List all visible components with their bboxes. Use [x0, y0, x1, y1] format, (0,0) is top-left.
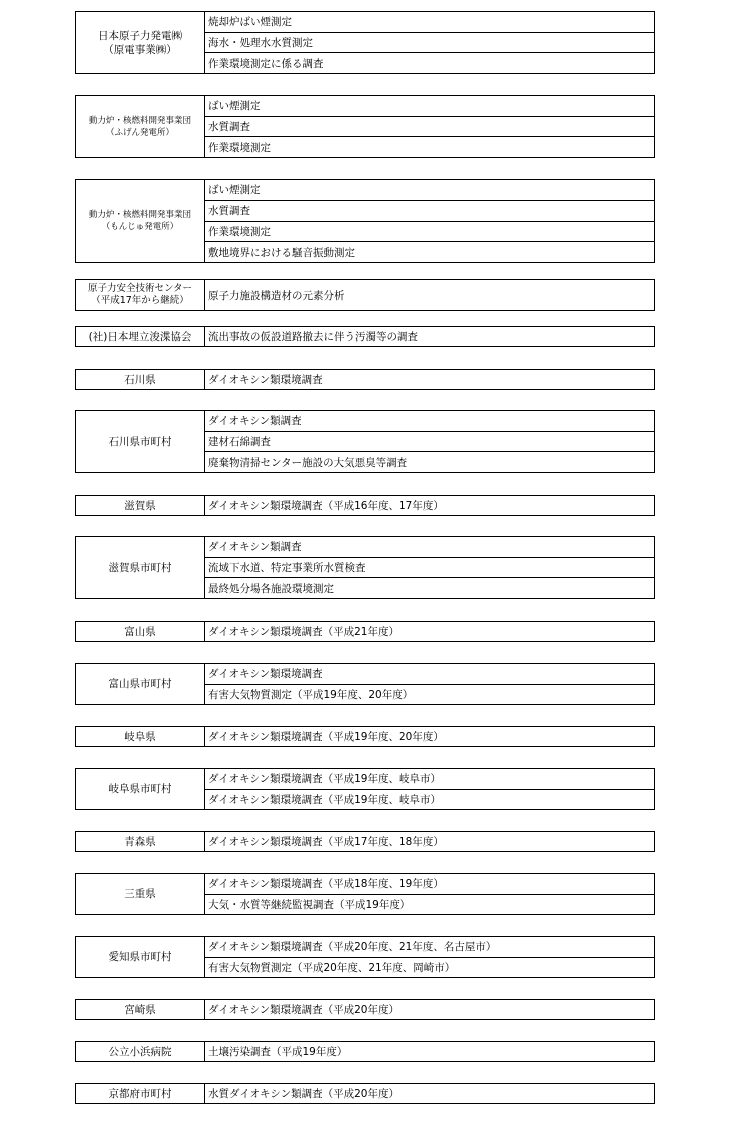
- organization-cell: [76, 537, 205, 598]
- survey-item: 流出事故の仮設道路撤去に伴う汚濁等の調査: [208, 331, 418, 343]
- survey-item: 作業環境測定: [208, 141, 271, 154]
- organization-name-line: 愛知県市町村: [108, 951, 172, 963]
- organization-cell: [76, 769, 205, 809]
- entry-block: [75, 873, 655, 915]
- organization-name-line: 原子力安全技術センター: [87, 283, 193, 294]
- survey-items: [205, 537, 654, 598]
- entry-block: [75, 999, 655, 1020]
- survey-item: ダイオキシン類環境調査（平成21年度）: [208, 626, 399, 638]
- organization-name-line: (社)日本埋立浚渫協会: [88, 330, 192, 343]
- organization-name-line: 石川県: [124, 373, 156, 386]
- organization-cell: [76, 622, 205, 641]
- entry-block: [75, 936, 655, 978]
- survey-items: [205, 1000, 654, 1019]
- survey-item: 土壌汚染調査（平成19年度）: [208, 1046, 348, 1058]
- survey-item: 有害大気物質測定（平成19年度、20年度）: [208, 688, 414, 701]
- organization-cell: [76, 664, 205, 704]
- survey-item: 敷地境界における騒音振動測定: [208, 246, 355, 259]
- survey-items: [205, 96, 654, 157]
- survey-item: ばい煙測定: [205, 180, 654, 201]
- survey-item: ダイオキシン類環境調査（平成17年度、18年度）: [208, 836, 444, 848]
- organization-cell: [76, 12, 205, 73]
- organization-name-line: 三重県: [124, 888, 156, 900]
- organization-cell: [76, 327, 205, 346]
- survey-item: ダイオキシン類環境調査（平成20年度）: [208, 1004, 399, 1016]
- survey-item: 作業環境測定: [205, 222, 654, 243]
- organization-name-line: 京都府市町村: [108, 1087, 172, 1100]
- survey-item: ばい煙測定: [205, 96, 654, 117]
- entry-block: [75, 95, 655, 158]
- organization-name-line: 動力炉・核燃料開発事業団: [88, 210, 191, 220]
- organization-cell: [76, 1084, 205, 1103]
- survey-item: 水質調査: [205, 117, 654, 138]
- survey-item: 作業環境測定に係る調査: [208, 57, 324, 70]
- organization-name-line: 動力炉・核燃料開発事業団: [88, 115, 191, 126]
- organization-cell: [76, 496, 205, 515]
- survey-item: ダイオキシン類環境調査: [205, 664, 654, 685]
- survey-item: 水質調査: [205, 201, 654, 222]
- survey-items: [205, 370, 654, 389]
- survey-item: 海水・処理水水質測定: [205, 33, 654, 54]
- entry-block: [75, 11, 655, 74]
- survey-items: [205, 769, 654, 809]
- survey-items: [205, 622, 654, 641]
- survey-item: 水質ダイオキシン類調査（平成20年度）: [208, 1088, 399, 1100]
- survey-item: 焼却炉ばい煙測定: [205, 12, 654, 33]
- organization-name-line: 宮崎県: [124, 1003, 156, 1016]
- organization-cell: [76, 280, 205, 310]
- survey-items: [205, 327, 654, 346]
- organization-name-line: （もんじゅ発電所）: [101, 222, 179, 232]
- entry-block: [75, 726, 655, 747]
- organization-name-line: 岐阜県: [124, 730, 156, 743]
- entry-block: [75, 279, 655, 311]
- survey-item: 最終処分場各施設環境測定: [208, 582, 334, 595]
- organization-cell: [76, 1000, 205, 1019]
- entry-block: [75, 1083, 655, 1104]
- survey-item: ダイオキシン類調査: [205, 537, 654, 558]
- survey-item: 有害大気物質測定（平成20年度、21年度、岡崎市）: [208, 961, 456, 974]
- survey-items: [205, 1042, 654, 1061]
- organization-cell: [76, 727, 205, 746]
- organization-name-line: 滋賀県市町村: [108, 561, 172, 574]
- survey-item: ダイオキシン類環境調査（平成16年度、17年度）: [208, 500, 444, 512]
- entry-block: [75, 1041, 655, 1062]
- entry-block: [75, 495, 655, 516]
- entry-block: [75, 410, 655, 473]
- survey-item: ダイオキシン類環境調査（平成19年度、岐阜市）: [205, 769, 654, 790]
- organization-name-line: 富山県市町村: [108, 678, 172, 690]
- survey-item: ダイオキシン類調査: [205, 411, 654, 432]
- survey-items: [205, 727, 654, 746]
- organization-name-line: 岐阜県市町村: [108, 783, 172, 795]
- entry-block: [75, 768, 655, 810]
- organization-name-line: （原電事業㈱）: [103, 43, 177, 56]
- survey-item: 廃棄物清掃センター施設の大気悪臭等調査: [208, 456, 408, 469]
- organization-name-line: 滋賀県: [124, 499, 156, 512]
- organization-name-line: （ふげん発電所）: [105, 127, 174, 138]
- entry-block: [75, 831, 655, 852]
- organization-name-line: 公立小浜病院: [108, 1045, 172, 1058]
- survey-items: [205, 937, 654, 977]
- entry-block: [75, 179, 655, 263]
- organization-name-line: 富山県: [124, 625, 156, 638]
- survey-items: [205, 874, 654, 914]
- survey-items: [205, 1084, 654, 1103]
- survey-items: [205, 496, 654, 515]
- entry-block: [75, 621, 655, 642]
- entry-block: [75, 326, 655, 347]
- survey-item: ダイオキシン類環境調査（平成19年度、岐阜市）: [208, 793, 441, 806]
- survey-items: [205, 411, 654, 472]
- survey-items: [205, 280, 654, 310]
- survey-items: [205, 12, 654, 73]
- survey-items: [205, 832, 654, 851]
- entry-block: [75, 369, 655, 390]
- survey-item: 大気・水質等継続監視調査（平成19年度）: [208, 898, 411, 911]
- organization-cell: [76, 411, 205, 472]
- organization-name-line: 青森県: [124, 835, 156, 848]
- survey-items: [205, 180, 654, 262]
- organization-cell: [76, 874, 205, 914]
- organization-cell: [76, 180, 205, 262]
- survey-items: [205, 664, 654, 704]
- survey-item: ダイオキシン類環境調査（平成18年度、19年度）: [205, 874, 654, 895]
- survey-item: ダイオキシン類環境調査（平成20年度、21年度、名古屋市）: [205, 937, 654, 958]
- survey-item: 原子力施設構造材の元素分析: [208, 289, 345, 302]
- survey-item: ダイオキシン類環境調査（平成19年度、20年度）: [208, 731, 444, 743]
- organization-cell: [76, 96, 205, 157]
- organization-name-line: 石川県市町村: [108, 435, 172, 448]
- organization-cell: [76, 832, 205, 851]
- survey-item: 建材石綿調査: [205, 432, 654, 453]
- entry-block: [75, 663, 655, 705]
- survey-item: 流域下水道、特定事業所水質検査: [205, 558, 654, 579]
- organization-cell: [76, 1042, 205, 1061]
- organization-name-line: 日本原子力発電㈱: [98, 29, 182, 42]
- organization-name-line: （平成17年から継続）: [91, 295, 189, 306]
- survey-item: ダイオキシン類環境調査: [208, 374, 323, 386]
- organization-cell: [76, 370, 205, 389]
- entry-block: [75, 536, 655, 599]
- organization-cell: [76, 937, 205, 977]
